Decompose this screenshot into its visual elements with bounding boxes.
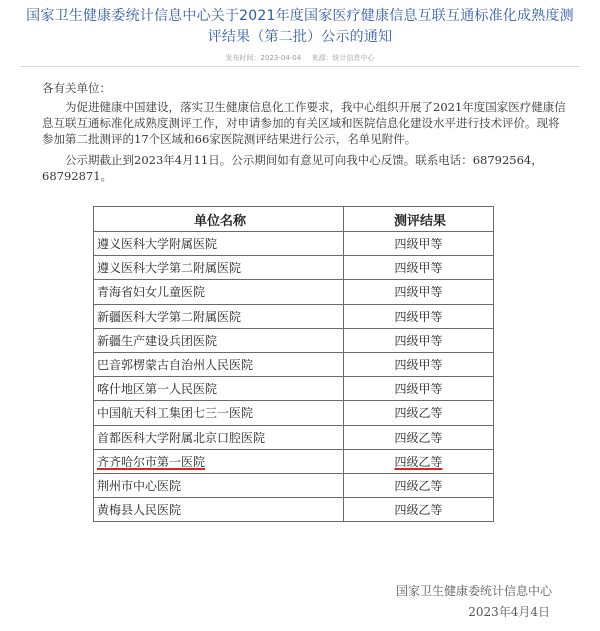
paragraph-intro: 为促进健康中国建设，落实卫生健康信息化工作要求，我中心组织开展了2021年度国家医疗健康信息互联互通标准化成熟度测评工作，对申请参加的有关区域和医院信息化建设水平进行技术评价。现将参加第二批测评的17个区域和66家医院测评结果进行公示，名单见附件。 bbox=[42, 100, 566, 146]
source: 来源：统计信息中心 bbox=[311, 54, 375, 62]
signature-date: 2023年4月4日 bbox=[468, 605, 550, 619]
notice-title: 国家卫生健康委统计信息中心关于2021年度国家医疗健康信息互联互通标准化成熟度测评结果（第二批）公示的通知 bbox=[26, 8, 574, 45]
result-cell: 四级乙等 bbox=[344, 425, 494, 449]
header-result: 测评结果 bbox=[344, 207, 494, 232]
notice-meta bbox=[0, 53, 600, 63]
result-cell: 四级乙等 bbox=[344, 401, 494, 425]
result-cell: 四级乙等 bbox=[344, 498, 494, 522]
unit-name-cell: 中国航天科工集团七三一医院 bbox=[94, 401, 344, 425]
result-cell: 四级乙等 bbox=[344, 473, 494, 497]
table-row bbox=[94, 425, 494, 449]
table-row bbox=[94, 280, 494, 304]
table-row bbox=[94, 256, 494, 280]
signature-org: 国家卫生健康委统计信息中心 bbox=[395, 584, 552, 598]
unit-name-cell bbox=[94, 449, 344, 473]
table-row bbox=[94, 328, 494, 352]
header-unit-name: 单位名称 bbox=[94, 207, 344, 232]
result-cell: 四级甲等 bbox=[344, 304, 494, 328]
table-row-highlighted bbox=[94, 449, 494, 473]
table-row bbox=[94, 304, 494, 328]
highlighted-result: 四级乙等 bbox=[394, 454, 443, 469]
unit-name-cell: 首都医科大学附属北京口腔医院 bbox=[94, 425, 344, 449]
table-row bbox=[94, 377, 494, 401]
result-cell: 四级甲等 bbox=[344, 377, 494, 401]
unit-name-cell: 新疆医科大学第二附属医院 bbox=[94, 304, 344, 328]
results-table bbox=[93, 206, 494, 522]
unit-name-cell: 荆州市中心医院 bbox=[94, 473, 344, 497]
table-row bbox=[94, 498, 494, 522]
result-cell: 四级甲等 bbox=[344, 256, 494, 280]
highlighted-unit-name: 齐齐哈尔市第一医院 bbox=[97, 454, 206, 469]
paragraph-deadline: 公示期截止到2023年4月11日。公示期间如有意见可向我中心反馈。联系电话：68792564，68792871。 bbox=[42, 153, 543, 183]
unit-name-cell: 遵义医科大学附属医院 bbox=[94, 232, 344, 256]
title-divider bbox=[20, 66, 580, 67]
unit-name-cell: 新疆生产建设兵团医院 bbox=[94, 328, 344, 352]
table-header-row bbox=[94, 207, 494, 232]
table-row bbox=[94, 473, 494, 497]
result-cell bbox=[344, 449, 494, 473]
result-cell: 四级甲等 bbox=[344, 280, 494, 304]
result-cell: 四级甲等 bbox=[344, 328, 494, 352]
unit-name-cell: 巴音郭楞蒙古自治州人民医院 bbox=[94, 352, 344, 376]
unit-name-cell: 黄梅县人民医院 bbox=[94, 498, 344, 522]
unit-name-cell: 青海省妇女儿童医院 bbox=[94, 280, 344, 304]
salutation: 各有关单位： bbox=[42, 81, 111, 95]
unit-name-cell: 遵义医科大学第二附属医院 bbox=[94, 256, 344, 280]
table-row bbox=[94, 232, 494, 256]
publish-time: 发布时间：2023-04-04 bbox=[225, 54, 302, 62]
table-row bbox=[94, 352, 494, 376]
unit-name-cell: 喀什地区第一人民医院 bbox=[94, 377, 344, 401]
result-cell: 四级甲等 bbox=[344, 352, 494, 376]
table-row bbox=[94, 401, 494, 425]
result-cell: 四级甲等 bbox=[344, 232, 494, 256]
